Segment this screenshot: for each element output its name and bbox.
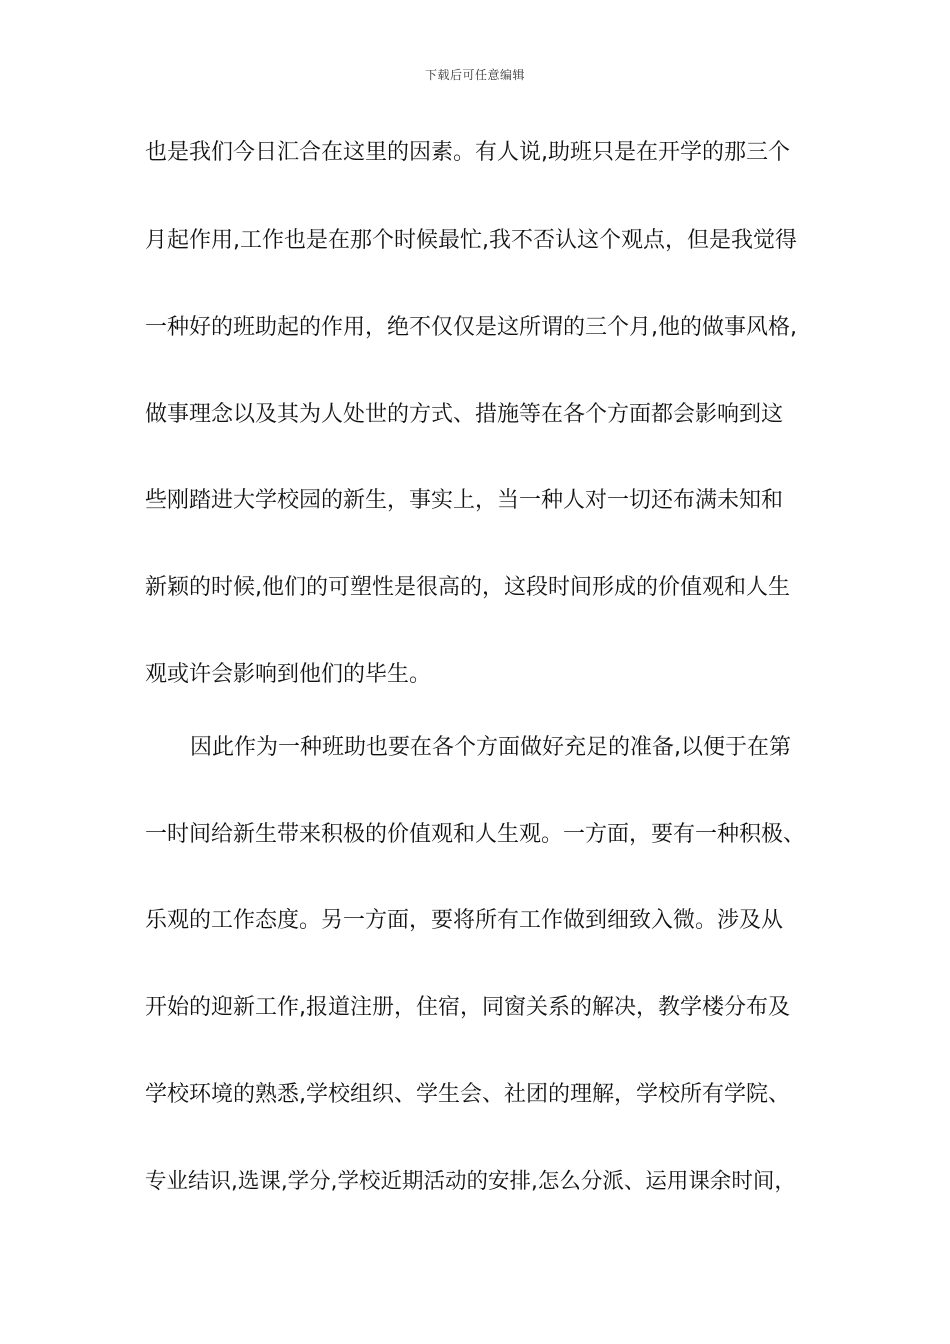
page-header: 下载后可任意编辑 [424,68,525,82]
text-line-11: 开始的迎新工作,报道注册，住宿，同窗关系的解决，教学楼分布及 [145,995,790,1020]
text-line-8: 因此作为一种班助也要在各个方面做好充足的准备,以便于在第 [190,735,791,760]
text-line-7: 观或许会影响到他们的毕生。 [145,662,432,687]
text-line-3: 一种好的班助起的作用，绝不仅仅是这所谓的三个月,他的做事风格, [145,315,797,340]
text-line-2: 月起作用,工作也是在那个时候最忙,我不否认这个观点，但是我觉得 [145,228,797,253]
text-line-5: 些刚踏进大学校园的新生，事实上，当一种人对一切还布满未知和 [145,488,784,513]
text-line-4: 做事理念以及其为人处世的方式、措施等在各个方面都会影响到这 [145,402,784,427]
text-line-9: 一时间给新生带来积极的价值观和人生观。一方面，要有一种积极、 [145,822,806,847]
text-line-13: 专业结识,选课,学分,学校近期活动的安排,怎么分派、运用课余时间， [145,1169,796,1194]
text-line-6: 新颖的时候,他们的可塑性是很高的，这段时间形成的价值观和人生 [145,575,790,600]
text-line-1: 也是我们今日汇合在这里的因素。有人说,助班只是在开学的那三个 [145,140,790,165]
text-line-12: 学校环境的熟悉,学校组织、学生会、社团的理解，学校所有学院、 [145,1082,790,1107]
text-line-10: 乐观的工作态度。另一方面，要将所有工作做到细致入微。涉及从 [145,908,784,933]
